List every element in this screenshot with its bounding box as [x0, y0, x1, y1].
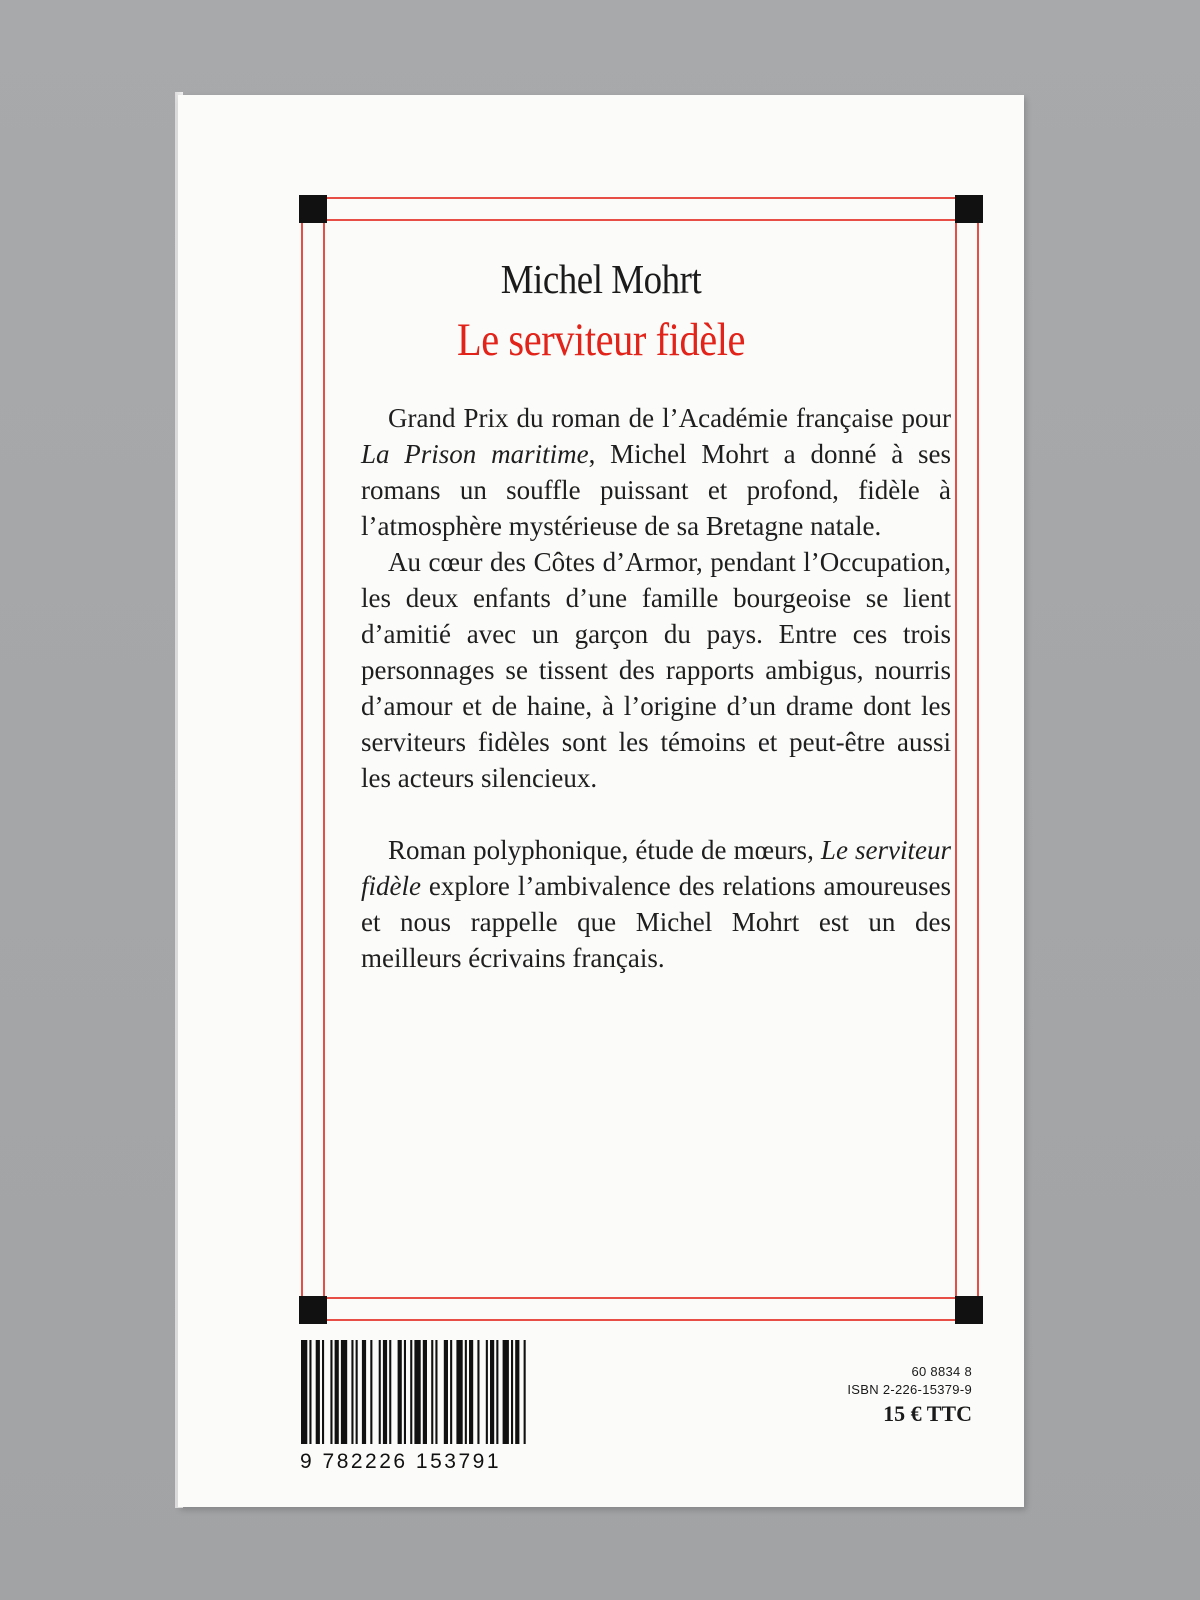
barcode-bar: [341, 1340, 347, 1444]
barcode-bar: [444, 1340, 448, 1444]
reference-number: 60 8834 8: [911, 1364, 972, 1379]
blurb-p3-text-b: explore l’ambivalence des relations amoureuses et nous rappelle que Michel Mohrt est un des meilleurs écrivains français.: [361, 871, 951, 973]
blurb-p3-text-a: Roman polyphonique, étude de mœurs,: [388, 835, 821, 865]
blurb-paragraph-1: [361, 400, 951, 544]
barcode-bar: [389, 1340, 391, 1444]
barcode-bar: [496, 1340, 498, 1444]
barcode-bar: [383, 1340, 387, 1444]
frame-corner-top-left: [299, 195, 327, 223]
book-back-cover: [178, 95, 1024, 1507]
barcode-bar: [301, 1340, 307, 1444]
book-title: Le serviteur fidèle: [456, 314, 746, 366]
blurb-p1-text-a: Grand Prix du roman de l’Académie française pour: [388, 403, 951, 433]
barcode-bar: [503, 1340, 509, 1444]
barcode-bar: [398, 1340, 402, 1444]
barcode-bar: [456, 1340, 462, 1444]
barcode-bar: [486, 1340, 488, 1444]
barcode-bar: [335, 1340, 339, 1444]
barcode-bar: [465, 1340, 467, 1444]
blurb-text: [361, 400, 951, 976]
blurb-p1-text-b: , Michel Mohrt a donné à ses romans un souffle puissant et profond, fidèle à l’atmosphère mystérieuse de sa Bretagne natale.: [361, 439, 951, 541]
blurb-paragraph-3: [361, 832, 951, 976]
frame-corner-top-right: [955, 195, 983, 223]
barcode-bar: [435, 1340, 437, 1444]
barcode-bar: [379, 1340, 381, 1444]
barcode-bar: [316, 1340, 320, 1444]
frame-corner-bottom-right: [955, 1296, 983, 1324]
isbn-number: ISBN 2-226-15379-9: [847, 1382, 972, 1397]
barcode-bar: [362, 1340, 366, 1444]
barcode-bar: [469, 1340, 473, 1444]
barcode-bar: [414, 1340, 420, 1444]
barcode-digits: 9 782226 153791: [300, 1450, 501, 1473]
barcode-bar: [322, 1340, 324, 1444]
barcode-bar: [423, 1340, 427, 1444]
author-name: Michel Mohrt: [500, 256, 702, 302]
barcode-bar: [515, 1340, 519, 1444]
price-label: 15 € TTC: [883, 1401, 972, 1426]
barcode-bar: [431, 1340, 433, 1444]
barcode-bar: [356, 1340, 358, 1444]
barcode-bar: [477, 1340, 479, 1444]
barcode-bar: [330, 1340, 332, 1444]
blurb-paragraph-2: Au cœur des Côtes d’Armor, pendant l’Occupation, les deux enfants d’une famille bourgeoise se lient d’amitié avec un garçon du pays. Entre ces trois personnages se tissent des rapports ambigus, nourris d’amour et de haine, à l’origine d’un drame dont les serviteurs fidèles sont les témoins et peut-être aussi les acteurs silencieux.: [361, 547, 951, 793]
barcode-bar: [404, 1340, 406, 1444]
barcode-bar: [524, 1340, 526, 1444]
blurb-p3-italic-title: Le serviteur fidèle: [361, 835, 951, 901]
barcode-bar: [450, 1340, 452, 1444]
barcode-bar: [309, 1340, 311, 1444]
blurb-p1-italic-title: La Prison maritime: [361, 439, 589, 469]
barcode-bar: [490, 1340, 494, 1444]
barcode-bar: [370, 1340, 372, 1444]
barcode-bar: [351, 1340, 353, 1444]
isbn-price-block: [847, 1363, 972, 1428]
frame-corner-bottom-left: [299, 1296, 327, 1324]
barcode-bar: [511, 1340, 513, 1444]
barcode-bar: [410, 1340, 412, 1444]
